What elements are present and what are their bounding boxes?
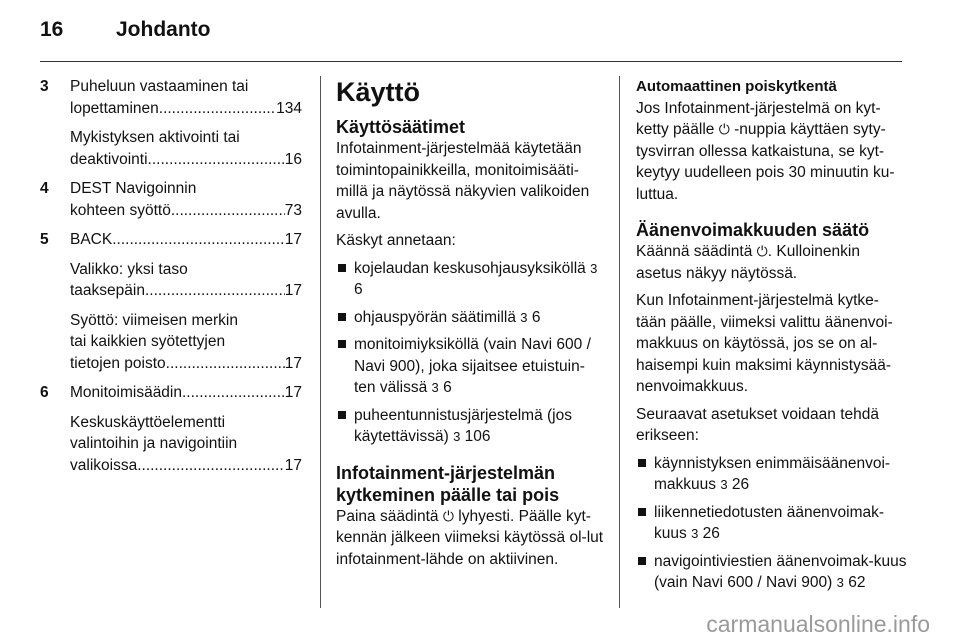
bullet-text: kojelaudan keskusohjausyksiköllä xyxy=(354,259,586,277)
legend-line: Puheluun vastaaminen tai xyxy=(70,78,249,95)
legend-text xyxy=(70,412,302,477)
legend-page-ref: 17 xyxy=(284,384,302,401)
header-rule xyxy=(40,61,902,62)
column-divider-2 xyxy=(619,76,620,608)
xref-arrow-icon: 3 xyxy=(720,477,728,492)
power-knob-icon: ⏻ xyxy=(756,243,768,259)
operation-column xyxy=(336,76,606,576)
legend-leader-line xyxy=(70,353,302,375)
bullet-text: navigointiviestien äänenvoimak-kuus (vain Navi 600 / Navi 900) xyxy=(654,552,907,591)
legend-leader-line xyxy=(70,455,302,477)
bullet-square-icon xyxy=(338,340,346,348)
bullet-square-icon xyxy=(638,508,646,516)
legend-page-ref: 17 xyxy=(284,354,302,372)
legend-entry xyxy=(40,259,302,302)
leader-dots xyxy=(148,149,285,171)
legend-label: taaksepäin xyxy=(70,282,145,299)
legend-text xyxy=(70,178,302,221)
legend-entry xyxy=(40,178,302,221)
xref-arrow-icon: 3 xyxy=(520,309,528,325)
legend-page-ref: 17 xyxy=(284,456,302,474)
controls-paragraph: Infotainment-järjestelmää käytetään toimintopainikkeilla, monitoimisääti-millä ja näytössä näkyvien valikoiden avulla. xyxy=(336,140,590,222)
leader-dots xyxy=(171,200,285,222)
legend-number: 6 xyxy=(40,384,49,401)
bullet-text: liikennetiedotusten äänenvoimak-kuus xyxy=(654,503,885,542)
legend-line: valintoihin ja navigointiin xyxy=(70,435,238,452)
legend-line: Syöttö: viimeisen merkin xyxy=(70,311,238,329)
legend-page-ref: 73 xyxy=(284,201,302,219)
legend-number: 4 xyxy=(40,180,49,197)
legend-line: Mykistyksen aktivointi tai xyxy=(70,129,240,146)
bullet-square-icon xyxy=(638,459,646,467)
section-heading: Käyttö xyxy=(336,77,421,107)
legend-page-ref: 134 xyxy=(276,99,302,117)
legend-entry xyxy=(40,229,302,251)
legend-number: 5 xyxy=(40,231,49,248)
bullet-text: puheentunnistusjärjestelmä (jos käytettävissä) xyxy=(354,406,572,445)
legend-page-ref: 17 xyxy=(284,231,302,248)
settings-list xyxy=(636,453,908,594)
power-knob-icon: ⏻ xyxy=(442,507,454,524)
legend-line: Keskuskäyttöelementti xyxy=(70,413,226,431)
volume-column xyxy=(636,76,908,608)
bullet-item xyxy=(336,258,606,301)
power-knob-icon: ⏻ xyxy=(718,121,730,137)
leader-dots xyxy=(112,229,285,251)
legend-line: DEST Navigoinnin xyxy=(70,180,197,197)
watermark: carmanualsonline.info xyxy=(706,611,930,637)
leader-dots xyxy=(145,280,285,302)
leader-dots xyxy=(182,382,285,404)
legend-entry xyxy=(40,310,302,375)
legend-column xyxy=(40,76,302,484)
bullet-text: ohjauspyörän säätimillä xyxy=(354,308,516,326)
legend-leader-line xyxy=(70,382,302,404)
bullet-item xyxy=(636,551,908,594)
legend-label: lopettaminen xyxy=(70,99,159,117)
legend-number: 3 xyxy=(40,78,49,95)
subheading-power: Infotainment-järjestelmän kytkeminen päälle tai pois xyxy=(336,462,560,505)
xref-page: 26 xyxy=(702,525,720,542)
legend-leader-line xyxy=(70,280,302,302)
legend-text xyxy=(70,382,302,404)
legend-leader-line xyxy=(70,98,302,120)
volume-paragraph: Käännä säädintä ⏻. Kulloinenkin asetus näkyy näytössä. xyxy=(636,243,860,282)
xref-arrow-icon: 3 xyxy=(590,260,598,276)
subheading-controls: Käyttösäätimet xyxy=(336,117,466,137)
legend-number xyxy=(40,259,70,302)
xref-arrow-icon: 3 xyxy=(431,380,439,395)
commands-list xyxy=(336,258,606,448)
xref-page: 6 xyxy=(531,308,541,326)
legend-leader-line xyxy=(70,200,302,222)
settings-paragraph: Seuraavat asetukset voidaan tehdä erikseen: xyxy=(636,405,880,444)
bullet-text: monitoimiyksiköllä (vain Navi 600 / Navi 900), joka sijaitsee etuistuin-ten välissä xyxy=(354,336,591,396)
legend-label: tietojen poisto xyxy=(70,354,166,372)
legend-entry xyxy=(40,382,302,404)
auto-off-paragraph: Jos Infotainment-järjestelmä on kyt-ketty päälle ⏻ -nuppia käyttäen syty-tysvirran ollessa katkaistuna, se kyt-keytyy uudelleen pois 30 minuutin ku-luttua. xyxy=(636,99,895,203)
xref-page: 6 xyxy=(443,379,452,396)
legend-number xyxy=(40,412,70,477)
column-divider-1 xyxy=(320,76,321,608)
xref-arrow-icon: 3 xyxy=(691,526,699,541)
legend-label: kohteen syöttö xyxy=(70,201,171,219)
bullet-square-icon xyxy=(338,411,346,419)
legend-text xyxy=(70,259,302,302)
legend-page-ref: 16 xyxy=(284,150,302,168)
legend-text xyxy=(70,229,302,251)
xref-page: 26 xyxy=(731,476,750,493)
legend-number xyxy=(40,310,70,375)
legend-entry xyxy=(40,412,302,477)
leader-dots xyxy=(166,353,285,375)
legend-label: deaktivointi xyxy=(70,150,148,168)
legend-page-ref: 17 xyxy=(284,282,302,299)
legend-text xyxy=(70,127,302,170)
legend-entry xyxy=(40,127,302,170)
legend-text xyxy=(70,76,302,119)
legend-number xyxy=(40,127,70,170)
legend-label: BACK xyxy=(70,231,113,248)
legend-line: Valikko: yksi taso xyxy=(70,260,188,278)
subheading-volume: Äänenvoimakkuuden säätö xyxy=(636,220,870,240)
page-title: Johdanto xyxy=(116,18,211,41)
startup-volume-paragraph: Kun Infotainment-järjestelmä kytke-tään päälle, viimeksi valittu äänenvoi-makkuus on käytössä, jos se on al-haisempi kuin maksimi käynnistysää-nenvoimakkuus. xyxy=(636,292,893,395)
bullet-square-icon xyxy=(338,264,346,272)
bullet-item xyxy=(636,453,908,496)
bullet-square-icon xyxy=(338,313,346,321)
page-number: 16 xyxy=(40,18,64,41)
legend-leader-line xyxy=(70,149,302,171)
commands-paragraph: Käskyt annetaan: xyxy=(336,232,456,249)
leader-dots xyxy=(137,455,285,477)
legend-text xyxy=(70,310,302,375)
power-paragraph: Paina säädintä ⏻ lyhyesti. Päälle kyt-kennän jälkeen viimeksi käytössä ol-lut infotainment-lähde on aktiivinen. xyxy=(336,507,604,568)
xref-page: 106 xyxy=(464,428,491,445)
legend-label: valikoissa xyxy=(70,456,138,474)
bullet-text: käynnistyksen enimmäisäänenvoi-makkuus xyxy=(654,454,891,493)
bullet-item xyxy=(636,502,908,545)
subheading-auto-off: Automaattinen poiskytkentä xyxy=(636,78,837,95)
leader-dots xyxy=(159,98,276,120)
bullet-square-icon xyxy=(638,557,646,565)
page-header xyxy=(40,18,211,48)
xref-arrow-icon: 3 xyxy=(453,429,461,444)
xref-page: 6 xyxy=(354,281,363,298)
xref-arrow-icon: 3 xyxy=(836,575,844,590)
bullet-item xyxy=(336,334,606,399)
xref-page: 62 xyxy=(848,574,866,591)
legend-line: tai kaikkien syötettyjen xyxy=(70,333,226,350)
legend-entry xyxy=(40,76,302,119)
legend-label: Monitoimisäädin xyxy=(70,384,182,401)
bullet-item xyxy=(336,405,606,448)
legend-leader-line xyxy=(70,229,302,251)
bullet-item xyxy=(336,307,606,329)
